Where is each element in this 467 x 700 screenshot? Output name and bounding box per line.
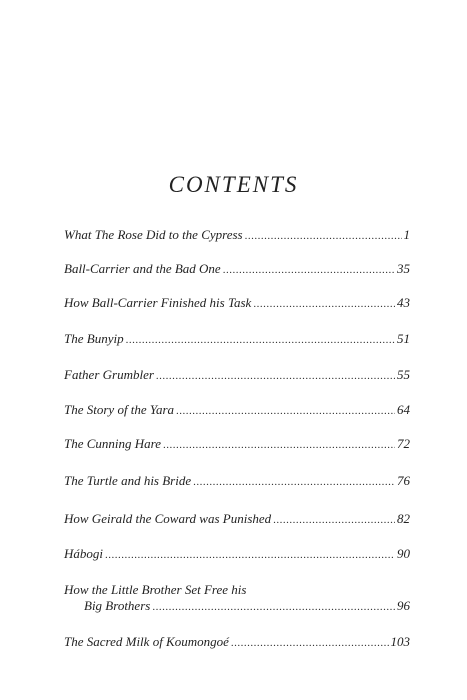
- toc-entry[interactable]: [64, 367, 410, 384]
- toc-entry[interactable]: [64, 634, 410, 651]
- toc-entry[interactable]: [64, 402, 410, 419]
- dot-leader: [152, 599, 395, 615]
- toc-entry-title: Hábogi: [64, 546, 103, 561]
- dot-leader: [156, 368, 395, 384]
- toc-entry-page: 72: [397, 436, 410, 451]
- toc-entry-title: What The Rose Did to the Cypress: [64, 227, 243, 242]
- toc-entry-title: Father Grumbler: [64, 367, 154, 382]
- toc-entry[interactable]: [64, 511, 410, 528]
- toc-entry[interactable]: [64, 261, 410, 278]
- dot-leader: [273, 512, 395, 528]
- toc-entry-title: How the Little Brother Set Free his: [64, 582, 247, 597]
- dot-leader: [223, 262, 395, 278]
- toc-entry[interactable]: [64, 295, 410, 312]
- toc-entry-title: The Sacred Milk of Koumongoé: [64, 634, 229, 649]
- toc-entry-page: 51: [397, 331, 410, 346]
- dot-leader: [253, 296, 395, 312]
- toc-entry-title: The Story of the Yara: [64, 402, 175, 417]
- toc-entry-page: 55: [397, 367, 410, 382]
- toc-entry-page: 43: [397, 295, 410, 310]
- toc-entry-page: 90: [397, 546, 410, 561]
- toc-entry-title: How Ball-Carrier Finished his Task: [64, 295, 252, 310]
- toc-entry-title: The Cunning Hare: [64, 436, 162, 451]
- toc-entry-title: The Bunyip: [64, 331, 124, 346]
- toc-entry-page: 82: [397, 511, 410, 526]
- toc-entry[interactable]: [64, 473, 410, 490]
- toc-entry[interactable]: [64, 227, 410, 244]
- toc-entry-page: 103: [390, 634, 410, 649]
- dot-leader: [193, 474, 395, 490]
- toc-entry[interactable]: [64, 582, 410, 615]
- dot-leader: [231, 635, 389, 651]
- toc-entry-title-continued: Big Brothers: [84, 598, 151, 613]
- toc-entry-page: 76: [397, 473, 410, 488]
- dot-leader: [163, 437, 395, 453]
- dot-leader: [126, 332, 395, 348]
- page-title: CONTENTS: [168, 172, 299, 197]
- dot-leader: [176, 403, 395, 419]
- toc-entry-page: 64: [397, 402, 410, 417]
- toc-entry-page: 96: [397, 598, 410, 613]
- toc-entry[interactable]: [64, 436, 410, 453]
- toc-entry[interactable]: [64, 331, 410, 348]
- toc-entry-page: 1: [403, 227, 410, 242]
- toc-entry-title: The Turtle and his Bride: [64, 473, 192, 488]
- toc-entry-title: Ball-Carrier and the Bad One: [64, 261, 221, 276]
- dot-leader: [245, 228, 402, 244]
- dot-leader: [105, 547, 395, 563]
- toc-entry[interactable]: [64, 546, 410, 563]
- toc-entry-page: 35: [397, 261, 410, 276]
- toc-entry-title: How Geirald the Coward was Punished: [64, 511, 272, 526]
